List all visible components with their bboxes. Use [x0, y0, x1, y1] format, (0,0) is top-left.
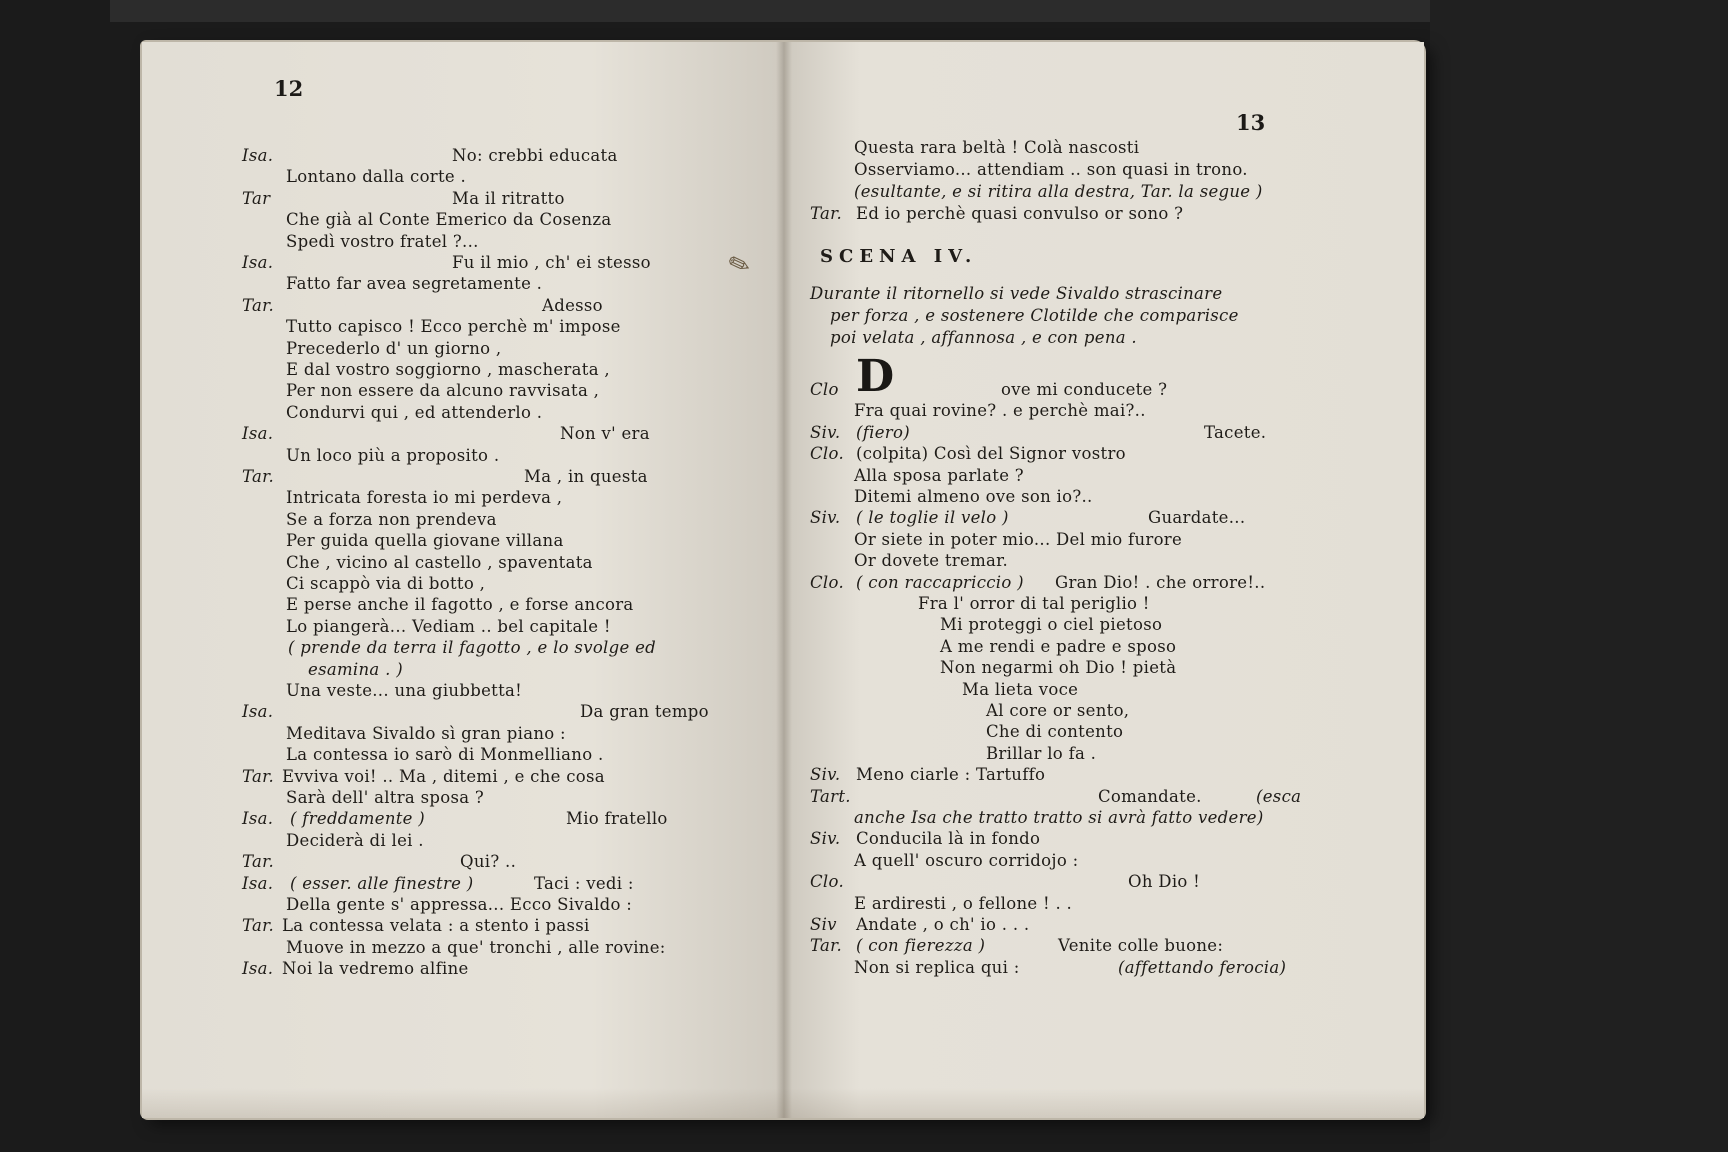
right-text-line-continuation: Tacete.: [1204, 423, 1267, 442]
left-text-line-continuation: Mio fratello: [566, 809, 668, 828]
left-speaker-label: Tar.: [242, 916, 275, 935]
left-text-line: Intricata foresta io mi perdeva ,: [286, 488, 563, 507]
right-text-line: Ma lieta voce: [962, 680, 1079, 699]
left-text-line: Per guida quella giovane villana: [286, 531, 564, 550]
right-top-speaker: Tar.: [810, 204, 843, 223]
stage-direction-2: per forza , e sostenere Clotilde che comparisce: [830, 306, 1239, 325]
left-text-line: ( prende da terra il fagotto , e lo svolge ed: [288, 638, 657, 657]
left-text-line: ( freddamente ): [290, 809, 426, 828]
left-text-line: esamina . ): [308, 660, 403, 679]
left-speaker-label: Isa.: [242, 424, 274, 443]
right-text-line-continuation: (affettando ferocia): [1118, 958, 1287, 977]
left-text-line: Deciderà di lei .: [286, 831, 424, 850]
right-text-line: E ardiresti , o fellone ! . .: [854, 894, 1073, 913]
left-text-line: La contessa velata : a stento i passi: [282, 916, 590, 935]
right-text-line: ( con raccapriccio ): [856, 573, 1024, 592]
stage-direction-3: poi velata , affannosa , e con pena .: [830, 328, 1137, 347]
drop-cap: D: [856, 351, 895, 402]
right-speaker-label: Clo.: [810, 872, 844, 891]
left-text-line: Sarà dell' altra sposa ?: [286, 788, 485, 807]
left-text-line: Adesso: [542, 296, 603, 315]
right-text-line-continuation: (esca: [1256, 787, 1302, 806]
right-text-line: Fra l' orror di tal periglio !: [918, 594, 1150, 613]
dark-board-right: [1430, 0, 1728, 1152]
right-text-line-continuation: Guardate...: [1148, 508, 1246, 527]
left-text-line: La contessa io sarò di Monmelliano .: [286, 745, 604, 764]
right-text-line: Alla sposa parlate ?: [854, 466, 1024, 485]
left-text-line: No: crebbi educata: [452, 146, 618, 165]
stage-direction-1: Durante il ritornello si vede Sivaldo strascinare: [810, 284, 1223, 303]
right-top-line-1: Questa rara beltà ! Colà nascosti: [854, 138, 1140, 157]
left-speaker-label: Tar.: [242, 852, 275, 871]
left-text-line: Non v' era: [560, 424, 650, 443]
right-text-line-continuation: Venite colle buone:: [1058, 936, 1224, 955]
right-speaker-label: Tart.: [810, 787, 851, 806]
left-text-line: Tutto capisco ! Ecco perchè m' impose: [286, 317, 621, 336]
right-speaker-label: Clo: [810, 380, 839, 399]
right-text-line: ( con fierezza ): [856, 936, 986, 955]
right-text-line: Al core or sento,: [986, 701, 1130, 720]
right-speaker-label: Siv.: [810, 765, 841, 784]
right-text-line: ( le toglie il velo ): [856, 508, 1009, 527]
left-text-line: E dal vostro soggiorno , mascherata ,: [286, 360, 610, 379]
right-text-line: anche Isa che tratto tratto si avrà fatto vedere): [854, 808, 1264, 827]
left-text-line: Noi la vedremo alfine: [282, 959, 469, 978]
right-text-line: (colpita) Così del Signor vostro: [856, 444, 1126, 463]
left-text-line: Che , vicino al castello , spaventata: [286, 553, 593, 572]
right-text-line: A me rendi e padre e sposo: [940, 637, 1177, 656]
left-text-line: Meditava Sivaldo sì gran piano :: [286, 724, 566, 743]
left-speaker-label: Isa.: [242, 253, 274, 272]
page-number-left: 12: [274, 76, 304, 101]
left-text-line: Fu il mio , ch' ei stesso: [452, 253, 651, 272]
right-speaker-label: Siv.: [810, 508, 841, 527]
right-speaker-label: Clo.: [810, 444, 844, 463]
right-speaker-label: Siv.: [810, 829, 841, 848]
left-text-line: Ma , in questa: [524, 467, 648, 486]
left-speaker-label: Tar: [242, 189, 271, 208]
right-top-line-4: Ed io perchè quasi convulso or sono ?: [856, 204, 1184, 223]
left-text-line: Della gente s' appressa... Ecco Sivaldo :: [286, 895, 633, 914]
scene-heading: SCENA IV.: [820, 246, 978, 267]
right-text-line: Non si replica qui :: [854, 958, 1020, 977]
left-speaker-label: Isa.: [242, 874, 274, 893]
left-text-line: Condurvi qui , ed attenderlo .: [286, 403, 543, 422]
book-gutter: [776, 42, 792, 1118]
right-text-line-continuation: Gran Dio! . che orrore!..: [1055, 573, 1266, 592]
left-speaker-label: Tar.: [242, 767, 275, 786]
left-speaker-label: Isa.: [242, 702, 274, 721]
left-text-line: Ma il ritratto: [452, 189, 565, 208]
left-text-line: Per non essere da alcuno ravvisata ,: [286, 381, 600, 400]
left-text-line: Evviva voi! .. Ma , ditemi , e che cosa: [282, 767, 605, 786]
dark-board-top: [110, 0, 1430, 22]
right-speaker-label: Siv.: [810, 423, 841, 442]
left-text-line: Qui? ..: [460, 852, 517, 871]
right-text-line: Andate , o ch' io . . .: [856, 915, 1030, 934]
left-text-line: Che già al Conte Emerico da Cosenza: [286, 210, 612, 229]
left-text-line: Ci scappò via di botto ,: [286, 574, 486, 593]
left-speaker-label: Isa.: [242, 809, 274, 828]
left-speaker-label: Tar.: [242, 467, 275, 486]
left-text-line: E perse anche il fagotto , e forse ancora: [286, 595, 634, 614]
left-text-line: Muove in mezzo a que' tronchi , alle rovine:: [286, 938, 666, 957]
right-text-line: Or dovete tremar.: [854, 551, 1009, 570]
page-number-right: 13: [1236, 110, 1266, 135]
paper-stain-mark: ✎: [724, 247, 756, 284]
right-text-line: Oh Dio !: [1128, 872, 1201, 891]
right-text-line: Fra quai rovine? . e perchè mai?..: [854, 401, 1146, 420]
left-text-line: Da gran tempo: [580, 702, 709, 721]
left-speaker-label: Isa.: [242, 959, 274, 978]
right-speaker-label: Tar.: [810, 936, 843, 955]
left-text-line: Precederlo d' un giorno ,: [286, 339, 502, 358]
left-text-line: Fatto far avea segretamente .: [286, 274, 543, 293]
page-bottom-edge: [142, 1088, 1424, 1118]
left-text-line: Una veste... una giubbetta!: [286, 681, 523, 700]
right-text-line: ove mi conducete ?: [1001, 380, 1168, 399]
right-text-line: Ditemi almeno ove son io?..: [854, 487, 1093, 506]
right-text-line: Conducila là in fondo: [856, 829, 1041, 848]
left-text-line: Lo piangerà... Vediam .. bel capitale !: [286, 617, 611, 636]
right-speaker-label: Clo.: [810, 573, 844, 592]
right-text-line: Meno ciarle : Tartuffo: [856, 765, 1046, 784]
left-speaker-label: Tar.: [242, 296, 275, 315]
right-text-line: Or siete in poter mio... Del mio furore: [854, 530, 1183, 549]
left-text-line: ( esser. alle finestre ): [290, 874, 474, 893]
right-text-line: Non negarmi oh Dio ! pietà: [940, 658, 1177, 677]
right-text-line: Comandate.: [1098, 787, 1202, 806]
left-text-line: Lontano dalla corte .: [286, 167, 467, 186]
right-text-line: Mi proteggi o ciel pietoso: [940, 615, 1163, 634]
right-text-line: Brillar lo fa .: [986, 744, 1097, 763]
left-text-line-continuation: Taci : vedi :: [534, 874, 634, 893]
right-text-line: A quell' oscuro corridojo :: [854, 851, 1079, 870]
right-speaker-label: Siv: [810, 915, 837, 934]
right-top-line-2: Osserviamo... attendiam .. son quasi in trono.: [854, 160, 1248, 179]
left-text-line: Se a forza non prendeva: [286, 510, 497, 529]
right-text-line: Che di contento: [986, 722, 1124, 741]
right-top-line-3: (esultante, e si ritira alla destra, Tar. la segue ): [854, 182, 1263, 201]
left-text-line: Un loco più a proposito .: [286, 446, 500, 465]
left-speaker-label: Isa.: [242, 146, 274, 165]
right-text-line: (fiero): [856, 423, 910, 442]
left-text-line: Spedì vostro fratel ?...: [286, 232, 479, 251]
